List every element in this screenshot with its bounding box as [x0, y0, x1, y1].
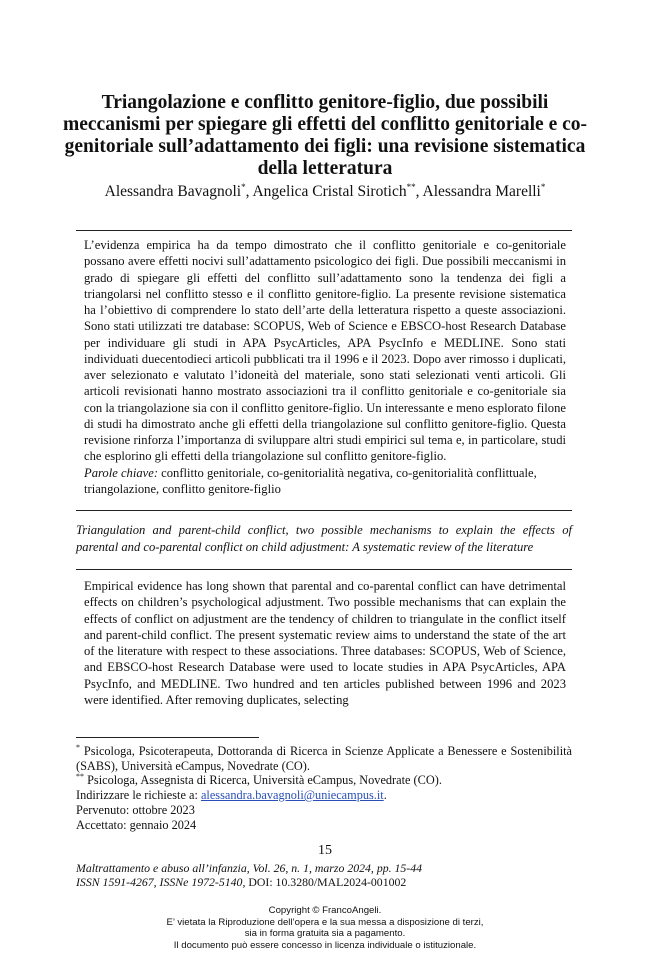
abstract-bottom-rule — [76, 510, 572, 511]
abstract-english — [84, 578, 566, 708]
english-abstract-top-rule — [76, 569, 572, 570]
footnote-mark: ** — [76, 772, 84, 782]
footnote-separator — [76, 737, 259, 738]
accepted-date: Accettato: gennaio 2024 — [76, 817, 197, 832]
abstract-top-rule — [76, 230, 572, 231]
author-separator: , — [245, 183, 253, 200]
copyright-line: E’ vietata la Riproduzione dell’opera e la sua messa a disposizione di terzi, — [166, 916, 484, 928]
footnotes — [76, 744, 572, 832]
keywords-label: Parole chiave: — [84, 465, 159, 480]
abstract-italian-text: L’evidenza empirica ha da tempo dimostrato che il conflitto genitoriale e co-genitoriale possano avere effetti nocivi sull’adattamento psicologico dei figli. Due possibili meccanismi in grado di spiegare gli effetti del conflitto sull’adattamento sono la tendenza dei figli a triangolarsi nel conflitto stesso e il conflitto genitore-figlio. La presente revisione sistematica ha l’obiettivo di comprendere lo stato dell’arte della letteratura rispetto a queste associazioni. Sono stati utilizzati tre database: SCOPUS, Web of Science e EBSCO-host Research Database per individuare gli studi in APA PsycArticles, APA PsycInfo e MEDLINE. Sono stati individuati duecentodieci articoli pubblicati tra il 1996 e il 2023. Dopo aver rimosso i duplicati, aver selezionato e valutato l’idoneità del materiale, sono stati selezionati venti articoli. Gli articoli revisionati hanno mostrato associazioni tra il conflitto genitoriale e co-genitoriale sia con la triangolazione sia con il conflitto genitore-figlio. Un interessante e meno esplorato filone di studi ha dimostrato anche gli effetti della triangolazione sul conflitto genitore-figlio. Questa revisione rinforza l’importanza di sviluppare altri studi empirici sul tema e, in particolare, studi che esplorino gli effetti della triangolazione sul conflitto genitore-figlio. — [84, 238, 566, 464]
author-name: Alessandra Marelli — [422, 183, 541, 200]
received-date: Pervenuto: ottobre 2023 — [76, 802, 195, 817]
author-affiliation-mark: ** — [406, 182, 416, 192]
author-name: Alessandra Bavagnoli — [104, 183, 242, 200]
abstract-italian — [84, 237, 566, 497]
author-list — [60, 183, 590, 201]
footnote-2 — [76, 773, 572, 788]
copyright-line: Copyright © FrancoAngeli. — [268, 905, 382, 916]
contact-line — [76, 788, 572, 803]
copyright-line: Il documento può essere concesso in licenza individuale o istituzionale. — [173, 939, 477, 951]
footnote-text: Psicologa, Assegnista di Ricerca, Università eCampus, Novedrate (CO). — [87, 773, 442, 788]
keywords-line — [84, 465, 566, 498]
article-title: Triangolazione e conflitto genitore-figlio, due possibili meccanismi per spiegare gli effetti del conflitto genitoriale e co-genitoriale sull’adattamento dei figli: una revisione sistematica della letteratura — [63, 92, 587, 179]
journal-identifiers — [76, 875, 596, 889]
copyright-line: sia in forma gratuita sia a pagamento. — [244, 928, 406, 939]
journal-issn: ISSN 1591-4267, ISSNe 1972-5140, — [76, 875, 246, 890]
author-separator: , — [415, 183, 423, 200]
author-affiliation-mark: * — [540, 182, 546, 192]
author-name: Angelica Cristal Sirotich — [252, 183, 407, 200]
footnote-1 — [76, 744, 572, 773]
journal-doi: DOI: 10.3280/MAL2024-001002 — [248, 875, 407, 890]
footnote-mark: * — [76, 743, 80, 752]
author-affiliation-mark: * — [241, 182, 246, 192]
contact-label: Indirizzare le richieste a: — [76, 788, 198, 803]
abstract-english-text: Empirical evidence has long shown that parental and co-parental conflict can have detrimental effects on children’s psychological adjustment. Two possible mechanisms that can explain the effects of conflict on adjustment are the tendency of children to triangulate in the conflict itself and parent-child conflict. The present systematic review aims to understand the state of the art of the literature with respect to these associations. Three databases: SCOPUS, Web of Science, and EBSCO-host Research Database were used to locate studies in APA PsycArticles, APA PsycInfo, and MEDLINE. Two hundred and ten articles published between 1996 and 2023 were identified. After removing duplicates, selecting — [84, 579, 566, 708]
footnote-text: Psicologa, Psicoterapeuta, Dottoranda di Ricerca in Scienze Applicate a Benessere e Sostenibilità (SABS), Università eCampus, Novedrate (CO). — [76, 744, 573, 773]
journal-citation: Maltrattamento e abuso all’infanzia, Vol. 26, n. 1, marzo 2024, pp. 15-44 — [76, 861, 423, 875]
keywords-text: conflitto genitoriale, co-genitorialità negativa, co-genitorialità conflittuale, triangolazione, conflitto genitore-figlio — [84, 465, 537, 496]
email-link[interactable]: alessandra.bavagnoli@uniecampus.it — [200, 788, 384, 803]
page-number: 15 — [318, 843, 332, 858]
contact-end: . — [383, 788, 387, 803]
journal-info — [76, 861, 596, 889]
english-title: Triangulation and parent-child conflict, two possible mechanisms to explain the effects of parental and co-parental conflict on child adjustment: A systematic review of the literature — [76, 523, 572, 554]
copyright-notice — [0, 905, 650, 951]
